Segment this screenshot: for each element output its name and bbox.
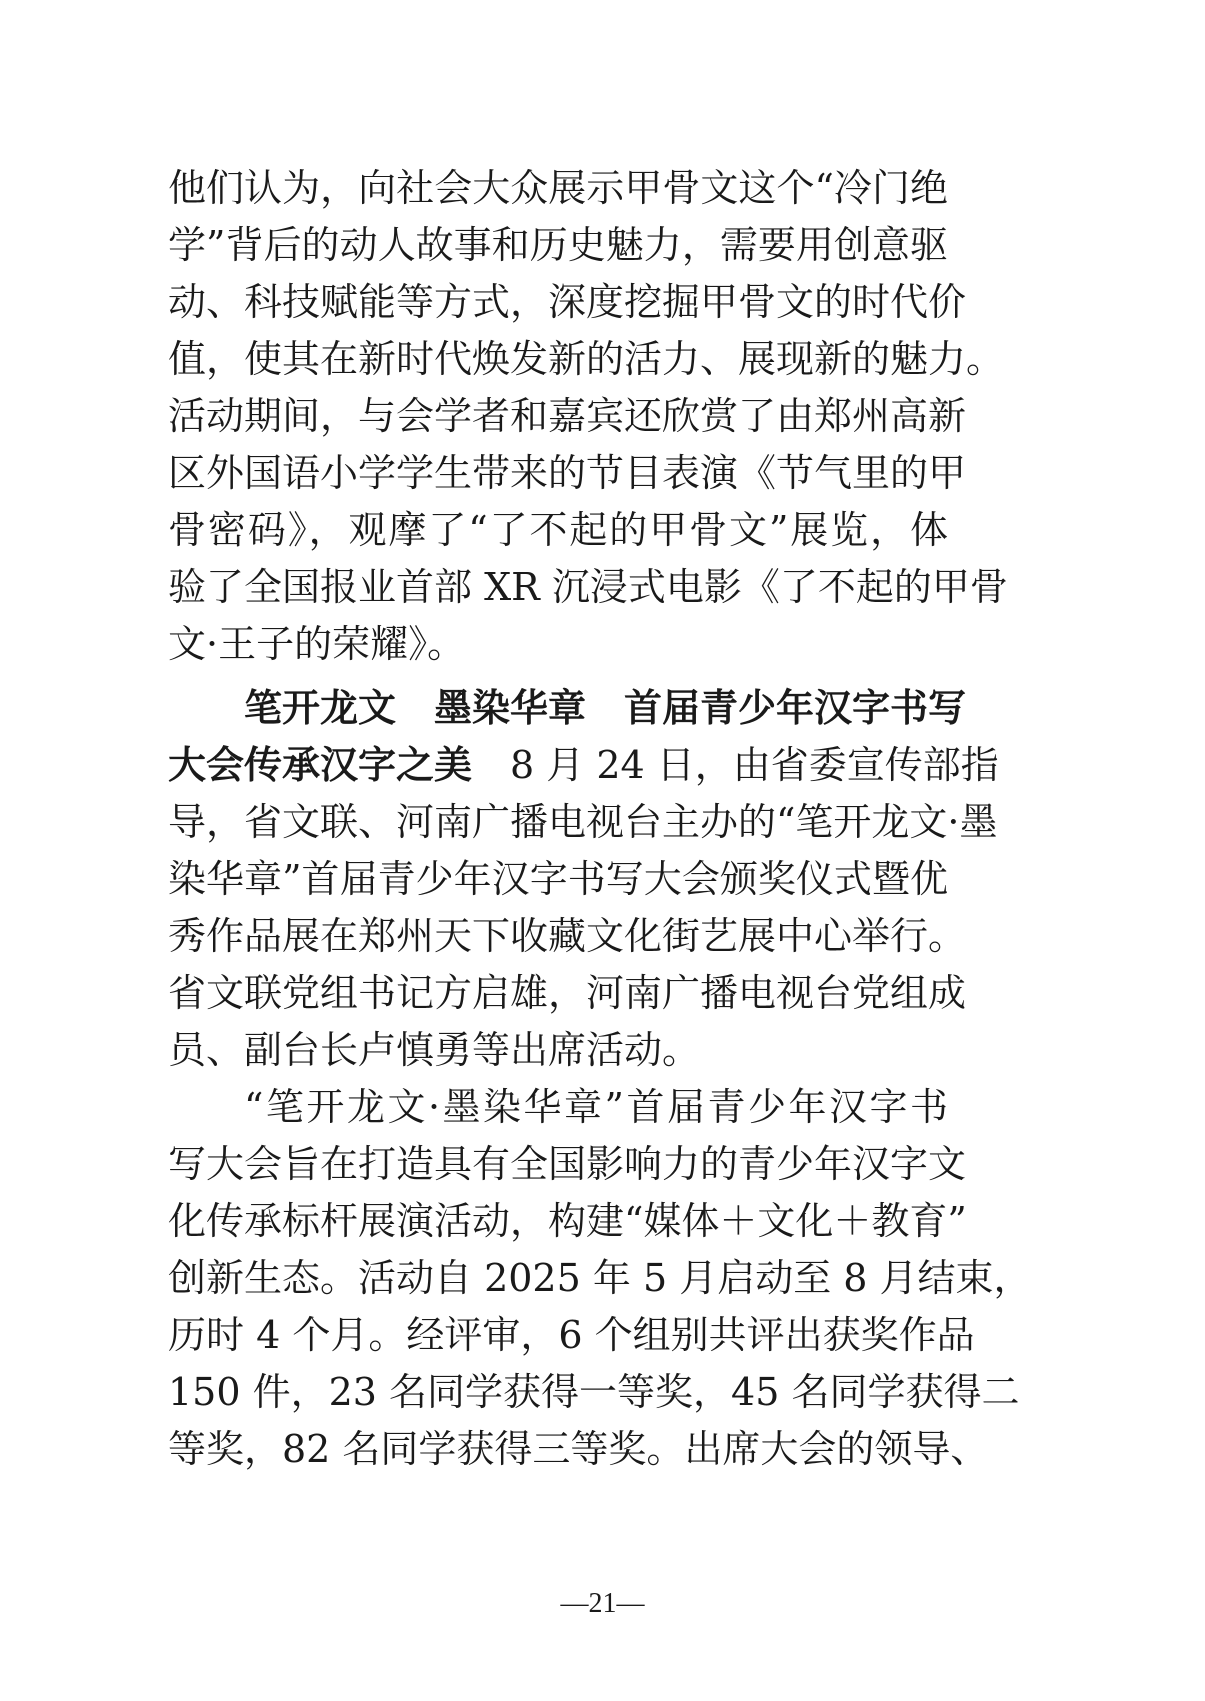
paragraph-oracle-bone-exhibition xyxy=(168,160,1008,673)
section-heading: 笔开龙文 墨染华章 首届青少年汉字书写 xyxy=(244,686,967,730)
text-line: “笔开龙文·墨染华章”首届青少年汉字书 xyxy=(244,1085,948,1129)
text-line: 动、科技赋能等方式，深度挖掘甲骨文的时代价 xyxy=(168,280,967,324)
text-line: 写大会旨在打造具有全国影响力的青少年汉字文 xyxy=(168,1142,967,1186)
section-calligraphy-contest xyxy=(168,680,999,1079)
text-line: 150 件，23 名同学获得一等奖，45 名同学获得二 xyxy=(168,1370,1020,1414)
text-line: 值，使其在新时代焕发新的活力、展现新的魅力。 xyxy=(168,337,1005,381)
text-line: 区外国语小学学生带来的节目表演《节气里的甲 xyxy=(168,451,967,495)
page-number: —21— xyxy=(560,1588,645,1619)
text-line: 创新生态。活动自 2025 年 5 月启动至 8 月结束， xyxy=(168,1256,1032,1300)
text-line: 化传承标杆展演活动，构建“媒体＋文化＋教育” xyxy=(168,1199,967,1243)
text-line: 历时 4 个月。经评审，6 个组别共评出获奖作品 xyxy=(168,1313,975,1357)
text-line: 活动期间，与会学者和嘉宾还欣赏了由郑州高新 xyxy=(168,394,967,438)
text-line: 验了全国报业首部 XR 沉浸式电影《了不起的甲骨 xyxy=(168,565,1008,609)
text-line: 导，省文联、河南广播电视台主办的“笔开龙文·墨 xyxy=(168,800,998,844)
text-line: 员、副台长卢慎勇等出席活动。 xyxy=(168,1028,701,1072)
text-line: 等奖，82 名同学获得三等奖。出席大会的领导、 xyxy=(168,1427,989,1471)
text-line: 省文联党组书记方启雄，河南广播电视台党组成 xyxy=(168,971,967,1015)
text-line: 他们认为，向社会大众展示甲骨文这个“冷门绝 xyxy=(168,166,948,210)
text-line: 骨密码》，观摩了“了不起的甲骨文”展览，体 xyxy=(168,508,948,552)
heading-continuation-line xyxy=(168,737,999,794)
text-line: 秀作品展在郑州天下收藏文化街艺展中心举行。 xyxy=(168,914,967,958)
text-line: 文·王子的荣耀》。 xyxy=(168,622,466,666)
paragraph-contest-details xyxy=(168,1079,1032,1478)
text-segment: 8 月 24 日，由省委宣传部指 xyxy=(472,743,999,787)
text-line: 染华章”首届青少年汉字书写大会颁奖仪式暨优 xyxy=(168,857,948,901)
text-line: 学”背后的动人故事和历史魅力，需要用创意驱 xyxy=(168,223,948,267)
section-heading-continued: 大会传承汉字之美 xyxy=(168,743,473,787)
